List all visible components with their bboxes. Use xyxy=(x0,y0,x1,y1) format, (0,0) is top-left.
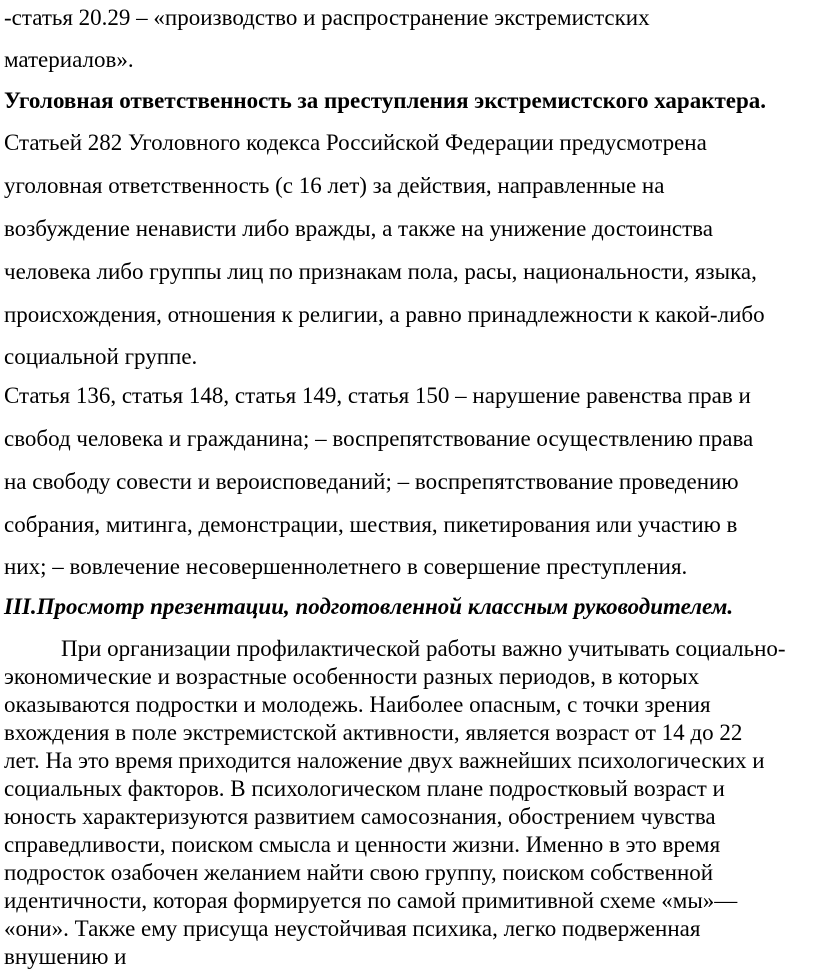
text-line: происхождения, отношения к религии, а равно принадлежности к какой-либо xyxy=(4,302,765,327)
text-line: возбуждение ненависти либо вражды, а также на унижение достоинства xyxy=(4,216,713,241)
text-line: человека либо группы лиц по признакам пола, расы, национальности, языка, xyxy=(4,259,757,284)
text-line: вхождения в поле экстремистской активности, является возраст от 14 до 22 xyxy=(4,720,743,745)
text-line: «они». Также ему присуща неустойчивая психика, легко подверженная xyxy=(4,916,701,941)
text-line: оказываются подростки и молодежь. Наиболее опасным, с точки зрения xyxy=(4,692,711,717)
text-line: них; – вовлечение несовершеннолетнего в совершение преступления. xyxy=(4,554,688,579)
text-line: юность характеризуются развитием самосознания, обострением чувства xyxy=(4,804,716,829)
text-line: Статьей 282 Уголовного кодекса Российской Федерации предусмотрена xyxy=(4,130,707,155)
text-line: уголовная ответственность (с 16 лет) за действия, направленные на xyxy=(4,173,665,198)
text-line: собрания, митинга, демонстрации, шествия, пикетирования или участию в xyxy=(4,512,738,537)
text-line: Статья 136, статья 148, статья 149, статья 150 – нарушение равенства прав и xyxy=(4,383,751,408)
text-line: социальной группе. xyxy=(4,344,198,369)
section-heading-presentation: III.Просмотр презентации, подготовленной классным руководителем. xyxy=(4,594,734,619)
text-line: лет. На это время приходится наложение двух важнейших психологических и xyxy=(4,748,765,773)
text-line: на свободу совести и вероисповеданий; – воспрепятствование проведению xyxy=(4,469,739,494)
text-line: свобод человека и гражданина; – воспрепятствование осуществлению права xyxy=(4,426,754,451)
text-line: идентичности, которая формируется по самой примитивной схеме «мы»— xyxy=(4,888,738,913)
text-line: справедливости, поиском смысла и ценности жизни. Именно в это время xyxy=(4,832,721,857)
text-line: внушению и xyxy=(4,944,127,969)
text-line: экономические и возрастные особенности разных периодов, в которых xyxy=(4,664,700,689)
text-line: материалов». xyxy=(4,47,134,72)
section-heading: Уголовная ответственность за преступления экстремистского характера. xyxy=(4,88,766,113)
text-line: -статья 20.29 – «производство и распространение экстремистских xyxy=(4,5,650,30)
text-line: подросток озабочен желанием найти свою группу, поиском собственной xyxy=(4,860,714,885)
text-line: социальных факторов. В психологическом плане подростковый возраст и xyxy=(4,776,725,801)
paragraph-first-line: При организации профилактической работы важно учитывать социально- xyxy=(61,636,786,661)
